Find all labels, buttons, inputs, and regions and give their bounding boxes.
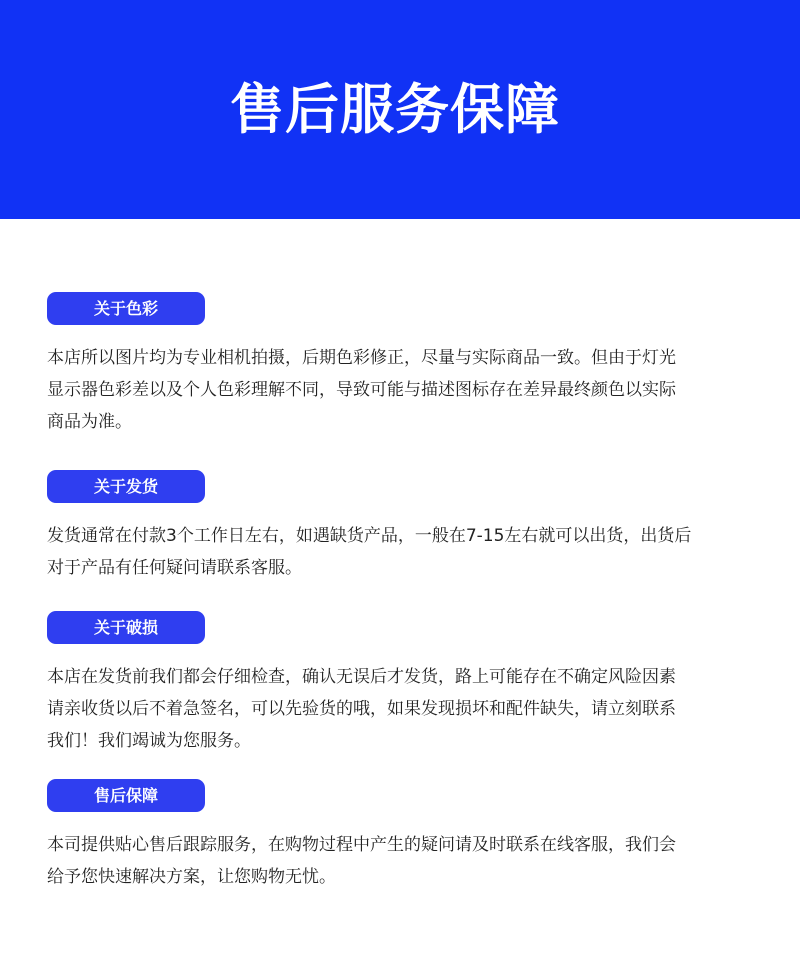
section-badge-color: 关于色彩	[47, 292, 205, 325]
section-after-sales	[47, 779, 737, 893]
text-line: 给予您快速解决方案，让您购物无忧。	[47, 867, 336, 887]
section-text-shipping	[47, 520, 737, 584]
text-line: 对于产品有任何疑问请联系客服。	[47, 558, 302, 578]
text-line: 发货通常在付款3个工作日左右，如遇缺货产品，一般在7-15左右就可以出货，出货后	[47, 526, 692, 546]
text-line: 显示器色彩差以及个人色彩理解不同，导致可能与描述图标存在差异最终颜色以实际	[47, 380, 676, 400]
section-text-damage	[47, 661, 737, 757]
text-line: 本店所以图片均为专业相机拍摄，后期色彩修正，尽量与实际商品一致。但由于灯光	[47, 348, 676, 368]
text-line: 请亲收货以后不着急签名，可以先验货的哦，如果发现损坏和配件缺失，请立刻联系	[47, 699, 676, 719]
text-line: 我们！我们竭诚为您服务。	[47, 731, 251, 751]
section-badge-after-sales: 售后保障	[47, 779, 205, 812]
text-line: 商品为准。	[47, 412, 132, 432]
section-color	[47, 292, 737, 438]
section-badge-damage: 关于破损	[47, 611, 205, 644]
header-banner	[0, 0, 800, 219]
section-damage	[47, 611, 737, 757]
text-line: 本店在发货前我们都会仔细检查，确认无误后才发货，路上可能存在不确定风险因素	[47, 667, 676, 687]
page-title: 售后服务保障	[230, 78, 560, 141]
section-text-color	[47, 342, 737, 438]
section-text-after-sales	[47, 829, 737, 893]
text-line: 本司提供贴心售后跟踪服务，在购物过程中产生的疑问请及时联系在线客服，我们会	[47, 835, 676, 855]
section-shipping	[47, 470, 737, 584]
section-badge-shipping: 关于发货	[47, 470, 205, 503]
